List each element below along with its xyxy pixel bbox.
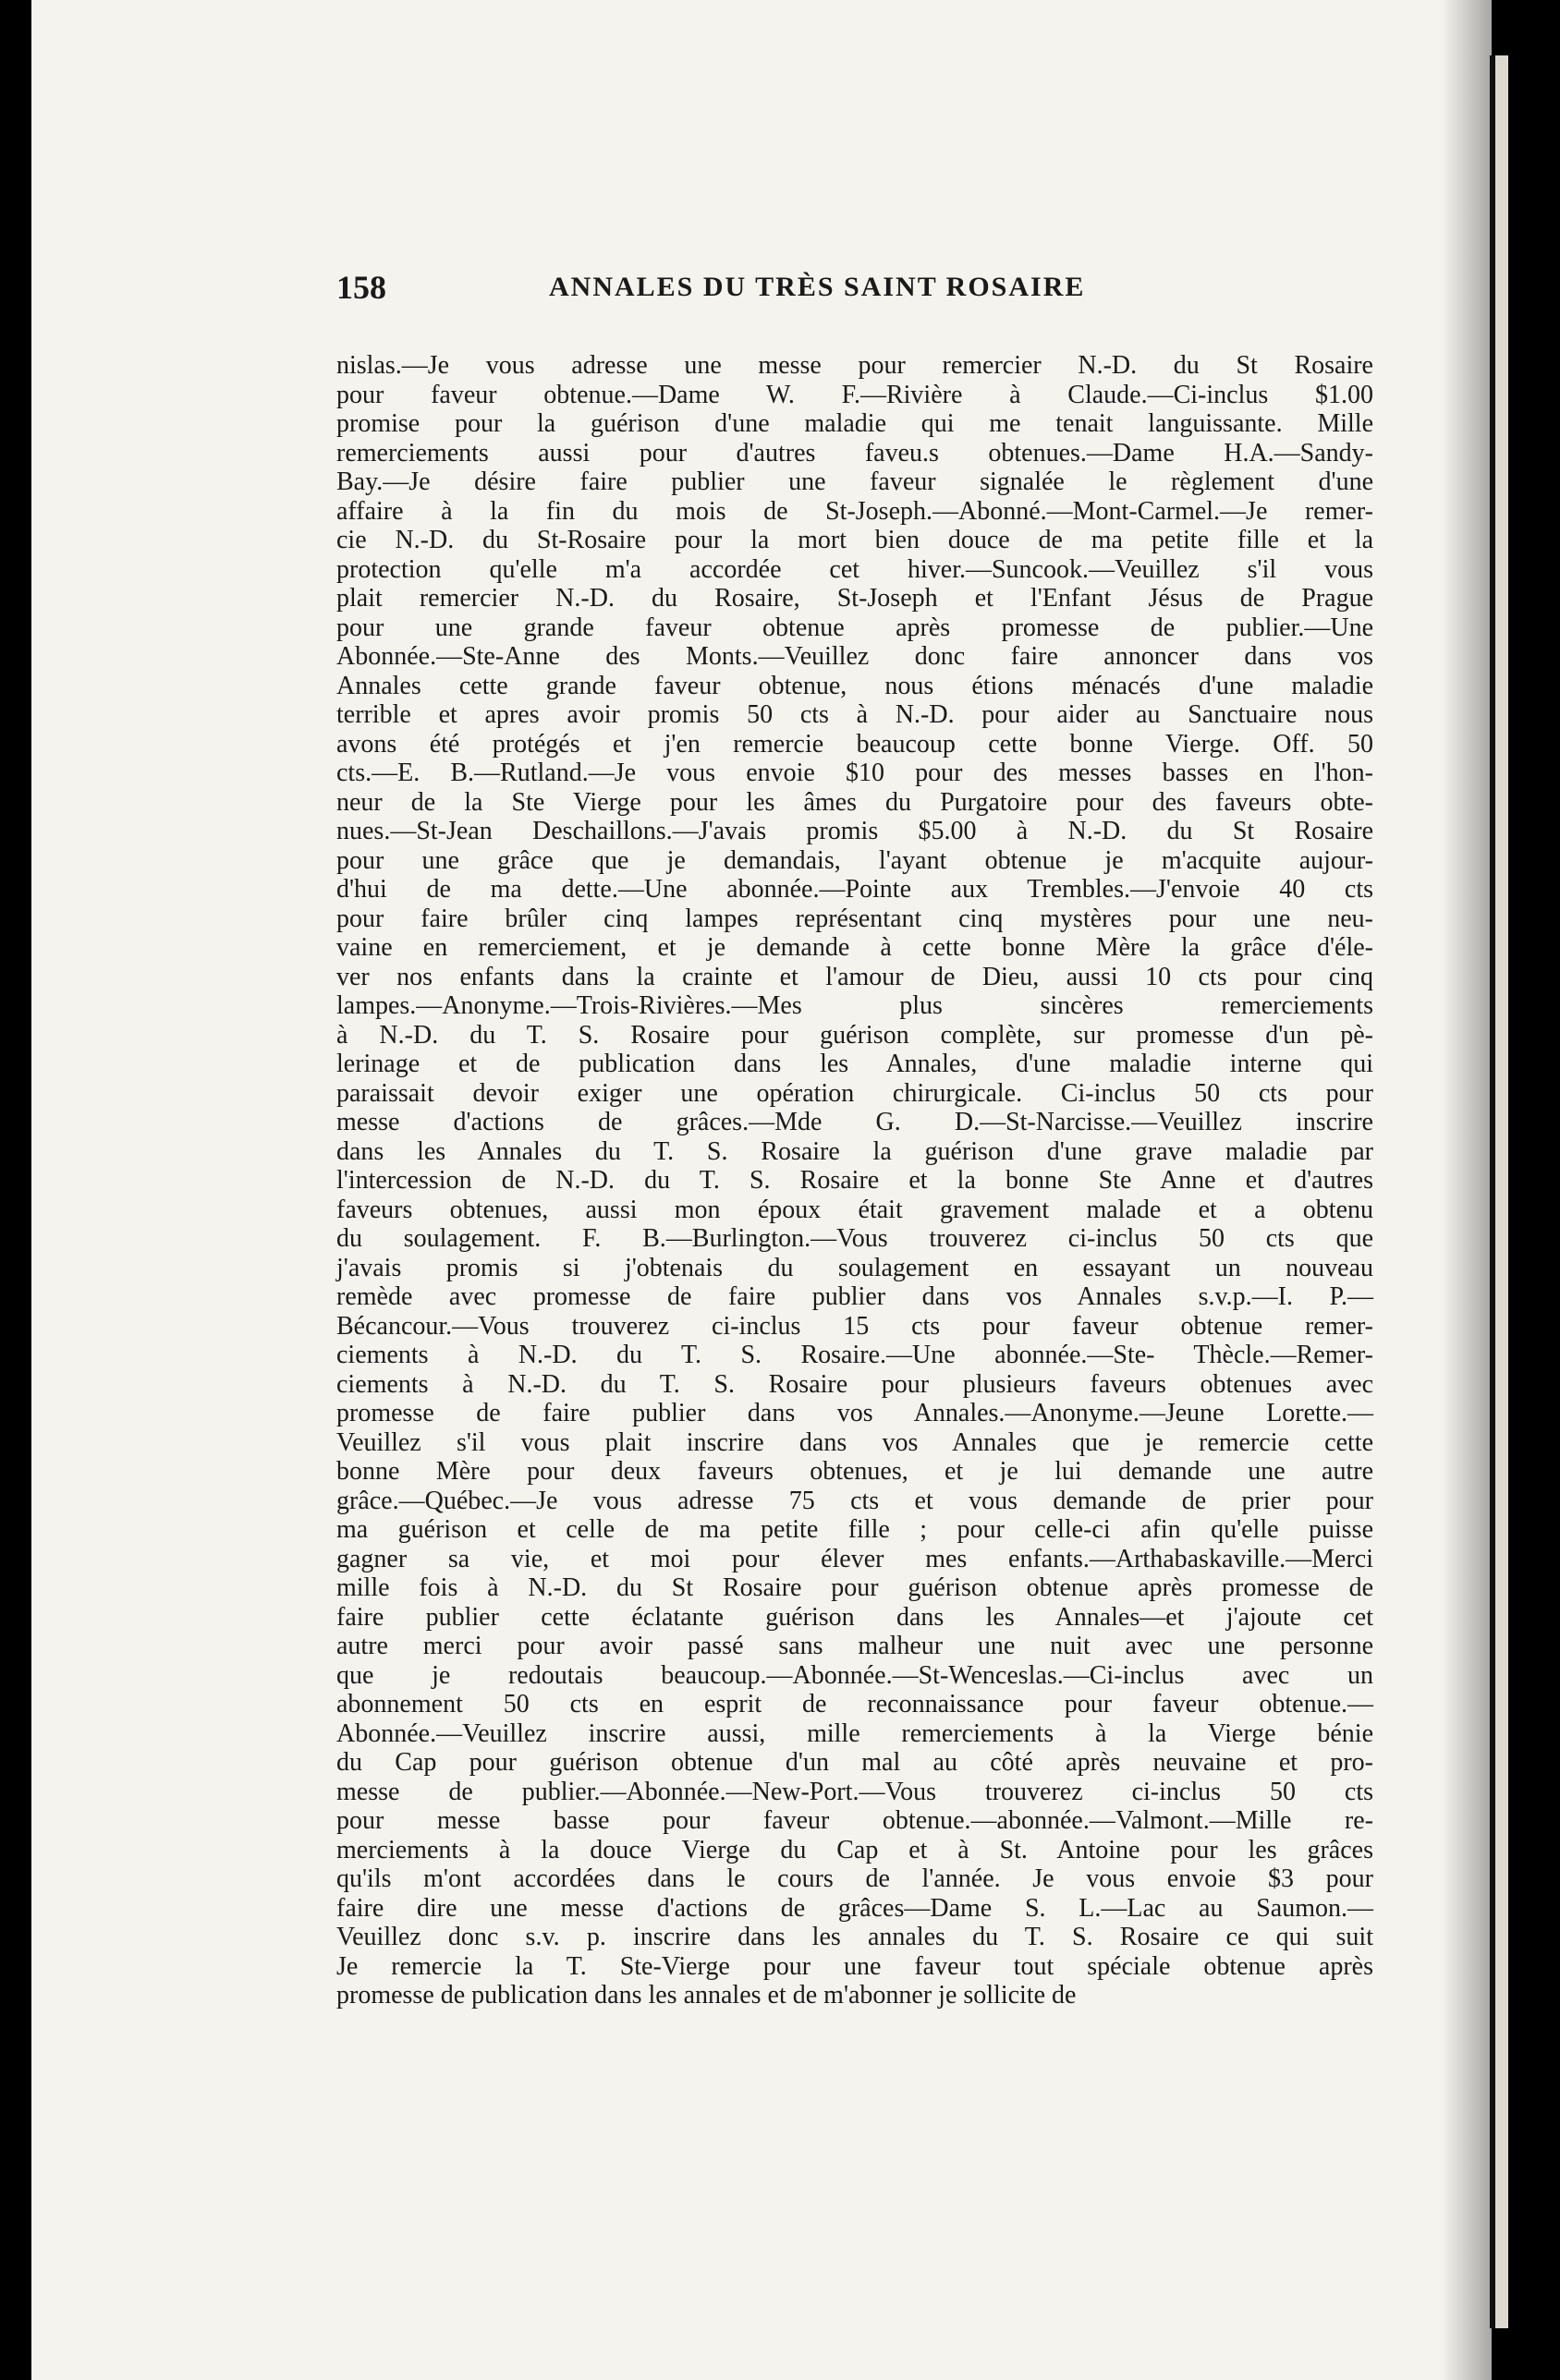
text-line: abonnement 50 cts en esprit de reconnaissance pour faveur obtenue.— [336, 1690, 1373, 1718]
text-line: avons été protégés et j'en remercie beaucoup cette bonne Vierge. Off. 50 [336, 729, 1373, 759]
text-line: mille fois à N.-D. du St Rosaire pour guérison obtenue après promesse de [336, 1573, 1373, 1602]
text-line: ciements à N.-D. du T. S. Rosaire.—Une abonnée.—Ste- Thècle.—Remer- [336, 1341, 1373, 1369]
text-line: paraissait devoir exiger une opération chirurgicale. Ci-inclus 50 cts pour [336, 1078, 1373, 1108]
text-line: faveurs obtenues, aussi mon époux était gravement malade et a obtenu [336, 1195, 1373, 1224]
text-line: promise pour la guérison d'une maladie qui me tenait languissante. Mille [336, 409, 1373, 438]
text-line: messe de publier.—Abonnée.—New-Port.—Vous trouverez ci-inclus 50 cts [336, 1777, 1373, 1806]
text-line: pour une grâce que je demandais, l'ayant obtenue je m'acquite aujour- [336, 845, 1373, 875]
adjacent-page-edge [1490, 55, 1508, 2328]
running-head: ANNALES DU TRÈS SAINT ROSAIRE [549, 272, 1086, 302]
text-line: nues.—St-Jean Deschaillons.—J'avais promis $5.00 à N.-D. du St Rosaire [336, 817, 1373, 845]
text-line: remerciements aussi pour d'autres faveu.s obtenues.—Dame H.A.—Sandy- [336, 438, 1373, 468]
page-edge-shadow [1442, 0, 1497, 2380]
page-number: 158 [336, 269, 386, 306]
text-line: remède avec promesse de faire publier dans vos Annales s.v.p.—I. P.— [336, 1282, 1373, 1311]
text-line: j'avais promis si j'obtenais du soulagement en essayant un nouveau [336, 1253, 1373, 1282]
text-line: Annales cette grande faveur obtenue, nous étions ménacés d'une maladie [336, 671, 1373, 700]
text-line: terrible et apres avoir promis 50 cts à N.-D. pour aider au Sanctuaire nous [336, 700, 1373, 729]
text-line: lampes.—Anonyme.—Trois-Rivières.—Mes plus sincères remerciements [336, 991, 1373, 1020]
text-line: messe d'actions de grâces.—Mde G. D.—St-Narcisse.—Veuillez inscrire [336, 1108, 1373, 1136]
body-text [336, 351, 1373, 2010]
text-line: gagner sa vie, et moi pour élever mes enfants.—Arthabaskaville.—Merci [336, 1544, 1373, 1573]
text-line: ver nos enfants dans la crainte et l'amour de Dieu, aussi 10 cts pour cinq [336, 962, 1373, 991]
text-line: Veuillez donc s.v. p. inscrire dans les annales du T. S. Rosaire ce qui suit [336, 1923, 1373, 1951]
text-line: cts.—E. B.—Rutland.—Je vous envoie $10 pour des messes basses en l'hon- [336, 759, 1373, 787]
text-line: faire publier cette éclatante guérison dans les Annales—et j'ajoute cet [336, 1602, 1373, 1632]
page-header [336, 268, 1214, 314]
text-line: d'hui de ma dette.—Une abonnée.—Pointe aux Trembles.—J'envoie 40 cts [336, 875, 1373, 904]
text-line: qu'ils m'ont accordées dans le cours de l'année. Je vous envoie $3 pour [336, 1864, 1373, 1893]
text-line: pour messe basse pour faveur obtenue.—abonnée.—Valmont.—Mille re- [336, 1806, 1373, 1835]
text-line: Abonnée.—Veuillez inscrire aussi, mille remerciements à la Vierge bénie [336, 1718, 1373, 1748]
text-line: cie N.-D. du St-Rosaire pour la mort bien douce de ma petite fille et la [336, 526, 1373, 554]
text-line: nislas.—Je vous adresse une messe pour remercier N.-D. du St Rosaire [336, 351, 1373, 380]
text-line: promesse de faire publier dans vos Annales.—Anonyme.—Jeune Lorette.— [336, 1399, 1373, 1427]
text-line: du Cap pour guérison obtenue d'un mal au côté après neuvaine et pro- [336, 1748, 1373, 1777]
text-line: du soulagement. F. B.—Burlington.—Vous trouverez ci-inclus 50 cts que [336, 1224, 1373, 1253]
book-page [31, 0, 1492, 2380]
text-line: que je redoutais beaucoup.—Abonnée.—St-Wenceslas.—Ci-inclus avec un [336, 1660, 1373, 1690]
text-line: faire dire une messe d'actions de grâces—Dame S. L.—Lac au Saumon.— [336, 1893, 1373, 1923]
text-line: Je remercie la T. Ste-Vierge pour une faveur tout spéciale obtenue après [336, 1951, 1373, 1981]
text-line: ma guérison et celle de ma petite fille ; pour celle-ci afin qu'elle puisse [336, 1515, 1373, 1544]
text-line: affaire à la fin du mois de St-Joseph.—Abonné.—Mont-Carmel.—Je remer- [336, 496, 1373, 526]
text-line: vaine en remerciement, et je demande à cette bonne Mère la grâce d'éle- [336, 933, 1373, 962]
text-line: lerinage et de publication dans les Annales, d'une maladie interne qui [336, 1050, 1373, 1078]
text-line: l'intercession de N.-D. du T. S. Rosaire et la bonne Ste Anne et d'autres [336, 1166, 1373, 1195]
text-line: protection qu'elle m'a accordée cet hiver.—Suncook.—Veuillez s'il vous [336, 554, 1373, 584]
text-line: merciements à la douce Vierge du Cap et à St. Antoine pour les grâces [336, 1835, 1373, 1864]
text-line: Veuillez s'il vous plait inscrire dans vos Annales que je remercie cette [336, 1427, 1373, 1457]
text-line: bonne Mère pour deux faveurs obtenues, et je lui demande une autre [336, 1457, 1373, 1486]
text-line: plait remercier N.-D. du Rosaire, St-Joseph et l'Enfant Jésus de Prague [336, 584, 1373, 613]
text-line: Bécancour.—Vous trouverez ci-inclus 15 cts pour faveur obtenue remer- [336, 1311, 1373, 1341]
text-line: dans les Annales du T. S. Rosaire la guérison d'une grave maladie par [336, 1136, 1373, 1166]
text-line: neur de la Ste Vierge pour les âmes du Purgatoire pour des faveurs obte- [336, 787, 1373, 817]
text-line: grâce.—Québec.—Je vous adresse 75 cts et vous demande de prier pour [336, 1486, 1373, 1515]
text-line: pour faire brûler cinq lampes représentant cinq mystères pour une neu- [336, 904, 1373, 933]
text-line: à N.-D. du T. S. Rosaire pour guérison complète, sur promesse d'un pè- [336, 1020, 1373, 1050]
text-line: Abonnée.—Ste-Anne des Monts.—Veuillez donc faire annoncer dans vos [336, 642, 1373, 671]
text-line: ciements à N.-D. du T. S. Rosaire pour plusieurs faveurs obtenues avec [336, 1369, 1373, 1399]
text-line: promesse de publication dans les annales et de m'abonner je sollicite de [336, 1981, 1077, 2010]
text-line: pour faveur obtenue.—Dame W. F.—Rivière à Claude.—Ci-inclus $1.00 [336, 380, 1373, 409]
text-line: autre merci pour avoir passé sans malheur une nuit avec une personne [336, 1632, 1373, 1660]
text-line: pour une grande faveur obtenue après promesse de publier.—Une [336, 613, 1373, 642]
text-line: Bay.—Je désire faire publier une faveur signalée le règlement d'une [336, 468, 1373, 496]
